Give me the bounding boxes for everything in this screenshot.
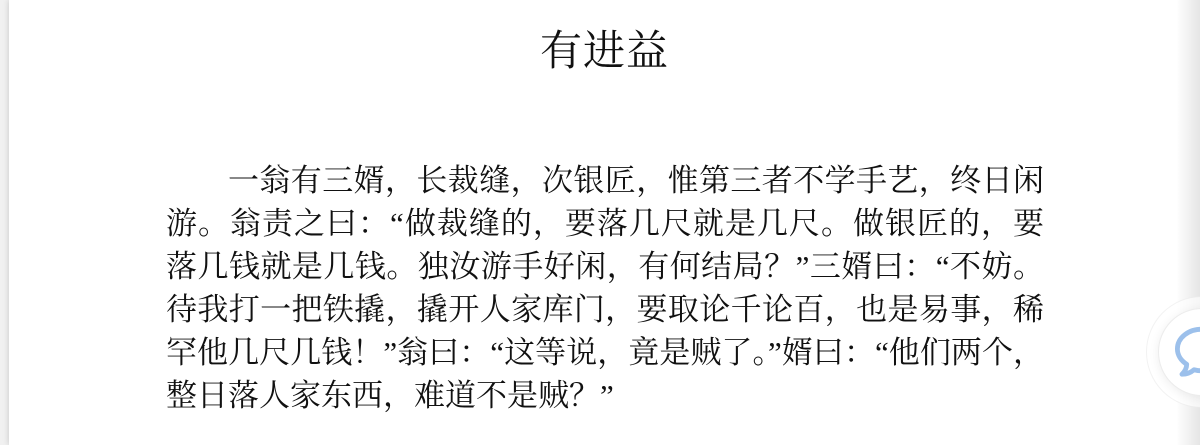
- page-title: 有进益: [539, 29, 669, 75]
- document-page: [9, 0, 1200, 445]
- document-paragraph: 一翁有三婿，长裁缝，次银匠，惟第三者不学手艺，终日闲游。翁责之曰：“做裁缝的，要落几尺就是几尺。做银匠的，要落几钱就是几钱。独汝游手好闲，有何结局？”三婿曰：“不妨。待我打一把铁撬，撬开人家库门，要取论千论百，也是易事，稀罕他几尺几钱！”翁曰：“这等说，竟是贼了。”婿曰：“他们两个，整日落人家东西，难道不是贼？”: [166, 163, 1044, 413]
- chat-bubble-icon: [1173, 324, 1200, 380]
- chat-button[interactable]: [1158, 308, 1200, 396]
